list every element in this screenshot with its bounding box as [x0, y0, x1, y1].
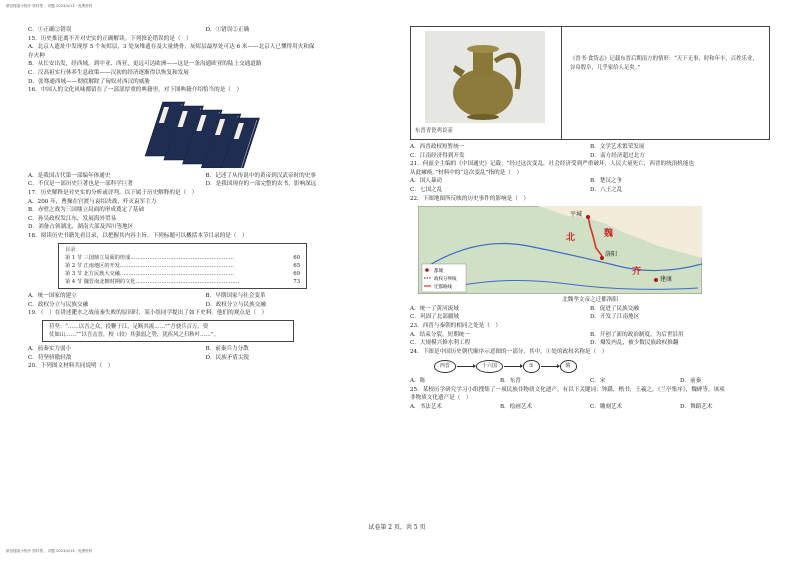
- quote-line: 苻坚：“……以吾之众，投鞭于江，足断其流……”“吾骁兵百万，资: [49, 323, 209, 330]
- toc-row: [65, 278, 300, 286]
- question-line: D．张骞通西域——彻底解除了匈奴对西汉的威胁: [28, 78, 150, 85]
- option-a: A．结束分裂，短期统一: [410, 331, 470, 338]
- option-a: C．大规模兴修水利工程: [410, 340, 471, 347]
- question-line: B．从长安出发，经西域，到中亚、西亚，更远可达欧洲——这是一条沟通欧亚的陆上交通道路: [28, 61, 262, 68]
- jiankang-marker: [654, 278, 658, 282]
- question-line: 15．历史推论离不开对史实的正确解读。下列推论错误的是（ ）: [28, 35, 192, 42]
- option-row: [410, 403, 770, 412]
- timeline-node: 隋: [560, 360, 577, 373]
- question-line: A．北京人遗址中发现厚 5 个灰烬层，3 处灰堆遗存及大量烧骨，灰烬层最厚处可达 6 米——北京人已懂得用火和保: [28, 44, 315, 51]
- legend-capital: 都城: [434, 269, 443, 275]
- option-b: D．爆发内乱，被少数民族政权推翻: [590, 340, 679, 347]
- question-line: C．孙吴政权发江东，发展海外贸易: [28, 215, 117, 222]
- toc-row: [65, 270, 300, 278]
- right-column: [410, 26, 770, 411]
- q20-material-table: [410, 26, 770, 140]
- timeline-arrow: [541, 366, 559, 367]
- source-quote: [42, 320, 294, 342]
- option-a: A．统一了黄河流域: [410, 305, 459, 312]
- map-label-north: 北: [566, 233, 576, 244]
- option-row: [28, 301, 383, 310]
- option-row: [410, 313, 770, 322]
- timeline-node: 十六国: [476, 360, 503, 373]
- option-row: [28, 26, 383, 35]
- toc-row: [65, 254, 300, 262]
- question-line: 25．某校历学研究学习小组搜集了一项民族非物质文化遗产，有以下关键词：钟繇，楷书，王羲之，《兰亭集序》，魏碑等，该项: [410, 386, 725, 393]
- option-a: A．书法艺术: [410, 403, 443, 410]
- toc-page: 60: [293, 254, 300, 261]
- toc-entry: 第 4 节 魏晋南北朝时期的文化……………………………………………………: [65, 278, 240, 285]
- toc-entry: 第 3 节 北方民族大交融…………………………………………………………: [65, 270, 235, 277]
- question-line: C．汉高祖实行休养生息政策——汉初的经济逐渐得以恢复和发展: [28, 69, 189, 76]
- toc-entry: 第 2 节 江南地区的开发…………………………………………………………: [65, 262, 235, 269]
- option-a: A．统一国家的建立: [28, 292, 77, 299]
- question-line: 24．下图是中国历史朝代顺序示意图的一部分，其中，①处的政权名称是（ ）: [410, 348, 608, 355]
- option-c: C．雕刻艺术: [590, 403, 623, 410]
- legend-route: 迁都路线: [434, 285, 452, 291]
- option-b: D．①错误②正确: [205, 27, 250, 33]
- timeline-arrow: [504, 366, 522, 367]
- option-d: D．前秦: [680, 377, 702, 384]
- option-a: A．国人暴动: [410, 178, 443, 185]
- option-b: B．早期国家与社会变革: [205, 292, 266, 299]
- page-footer: 试卷第 2 页，共 5 页: [368, 524, 426, 531]
- option-b: B．楚汉之争: [590, 178, 623, 185]
- watermark-bottom: 微信搜索小程序 资料帮 ，试题 2023/4/13 · 免费资料: [6, 549, 93, 553]
- option-b: D．八王之乱: [590, 186, 623, 193]
- q20-image-cell: [411, 27, 562, 139]
- option-a: A．陈: [410, 377, 426, 384]
- option-b: D．南方经济超过北方: [590, 152, 645, 159]
- toc-page: 73: [293, 278, 300, 285]
- legend-border: 政权分界线: [434, 277, 457, 283]
- left-column: [28, 26, 383, 371]
- option-b: D．开发了江南地区: [590, 314, 640, 321]
- question-line: 23．西晋与秦朝的相同之处是（ ）: [410, 322, 502, 329]
- option-a: C．①正确②错误: [28, 27, 72, 33]
- q20-text-cell: 《晋书·食货志》记载东晋后期南方的情形：“天下无事，时和年丰，百姓乐业，谷帛殷阜，几乎家给人足矣。”: [570, 56, 758, 71]
- question-line: A．200 年，曹操在官渡与袁绍决战，歼灭袁军主力: [28, 198, 157, 205]
- table-of-contents: [58, 243, 307, 289]
- watermark-top: 微信搜索小程序 资料帮 ，试题 2023/4/13 · 免费资料: [6, 4, 93, 8]
- option-b: B．绘画艺术: [500, 403, 533, 410]
- toc-entry: 第 1 节 三国鼎立局面的形成……………………………………………………: [65, 254, 235, 261]
- option-a: A．前秦实力弱小: [28, 346, 72, 353]
- option-a: C．苻坚骄傲轻敌: [28, 354, 72, 361]
- question-line: 从此瘫痪。”材料中的“这次变乱”指的是（ ）: [410, 169, 523, 176]
- option-row: [410, 377, 770, 386]
- option-row: [410, 186, 770, 195]
- migration-map: [418, 206, 702, 294]
- option-b: D．是我国现存的一部完整的农书，影响深远: [205, 181, 317, 188]
- option-a: A．是我国古代第一部编年体通史: [28, 172, 111, 179]
- option-row: [410, 152, 770, 161]
- option-row: [28, 172, 383, 181]
- option-a: C．政权分立与民族交融: [28, 301, 89, 308]
- option-row: [410, 177, 770, 186]
- timeline-node: 西晋: [434, 360, 456, 373]
- option-a: C．不仅是一部历史巨著也是一部科学巨著: [28, 181, 133, 188]
- question-line: 19．（ ）在讲述淝水之战前秦失败的原因时，某小组同学提出了如下史料。他们的观点是（ ）: [28, 310, 268, 317]
- toc-page: 65: [293, 262, 300, 269]
- question-line: D．刘备占领湖北、湖南大部及四川等地区: [28, 224, 134, 231]
- book-illustration: [136, 98, 266, 168]
- question-line: 非物质文化遗产是（ ）: [410, 395, 472, 402]
- option-a: C．巩固了北部疆域: [410, 314, 460, 321]
- q20-image-caption: 东晋青瓷鸡首壶: [415, 128, 453, 134]
- ancient-book-image: [136, 98, 266, 168]
- luoyang-marker: [600, 256, 604, 260]
- timeline-arrow: [457, 366, 475, 367]
- timeline-node: ①: [523, 360, 539, 373]
- quote-line: 仗如山……”“以吾击晋，校（较）其强弱之势，犹疾风之扫秋叶……”。: [49, 331, 219, 338]
- option-row: [410, 339, 770, 348]
- question-line: 21．何兹全主编的《中国通史》记载：“经过这次变乱，社会经济受到严重破坏，人民大量死亡，西晋的统治机能也: [410, 161, 695, 168]
- question-line: B．赤壁之战为三国鼎立局面的形成奠定了基础: [28, 207, 144, 214]
- option-d: D．舞蹈艺术: [680, 403, 713, 410]
- dynasty-timeline: [434, 360, 770, 373]
- map-label-jiankang: 建康: [660, 276, 673, 284]
- pingcheng-marker: [586, 215, 590, 219]
- map-label-pingcheng: 平城: [570, 211, 583, 219]
- option-row: [410, 143, 770, 152]
- option-row: [28, 292, 383, 301]
- option-b: B．记述了从传说中的黄帝到汉武帝时的史事: [205, 172, 316, 179]
- option-b: B．东晋: [500, 377, 521, 384]
- option-b: B．前秦兵力分散: [205, 346, 249, 353]
- toc-title: 目录: [65, 246, 76, 253]
- option-row: [28, 354, 383, 363]
- celadon-chicken-head-ewer-image: [425, 31, 545, 123]
- question-line: 20．下列图文材料共同说明（ ）: [28, 363, 114, 370]
- option-b: D．民族矛盾尖锐: [205, 354, 250, 361]
- option-b: B．文学艺术繁荣发展: [590, 144, 645, 150]
- map-label-luoyang: 洛阳: [605, 251, 618, 259]
- question-line: 存火种: [28, 52, 45, 59]
- toc-row: [65, 262, 300, 270]
- option-a: C．七国之乱: [410, 186, 443, 193]
- option-b: D．政权分立与民族交融: [205, 301, 266, 308]
- map-caption: 北魏孝文帝之迁都洛阳: [562, 297, 618, 304]
- question-line: 22．下图地图所反映的历史事件的影响是（ ）: [410, 195, 529, 202]
- question-line: 18．阅读历史书籍先看目录，以把握其内容主旨。下列标题可以概括本节目录的是（ ）: [28, 232, 248, 239]
- question-line: 16．中国人的文化风味都留在了一部部厚重的典籍里。对下图典籍介绍恰当的是（ ）: [28, 87, 243, 94]
- option-row: [410, 331, 770, 340]
- map-label-qi: 齐: [632, 267, 642, 278]
- option-b: B．促进了民族交融: [590, 305, 639, 312]
- toc-page: 69: [293, 270, 300, 277]
- option-a: A．西晋政权短暂统一: [410, 144, 465, 150]
- option-a: C．江南经济得到开发: [410, 152, 465, 159]
- option-row: [28, 345, 383, 354]
- option-row: [28, 180, 383, 189]
- question-line: 17．历史解释是对史实的分析或评判。以下属于历史解释的是（ ）: [28, 189, 198, 196]
- map-label-wei: 魏: [604, 229, 614, 240]
- option-c: C．宋: [590, 377, 606, 384]
- option-b: B．开创了新的政治制度，为后世沿用: [590, 331, 684, 338]
- option-row: [410, 305, 770, 314]
